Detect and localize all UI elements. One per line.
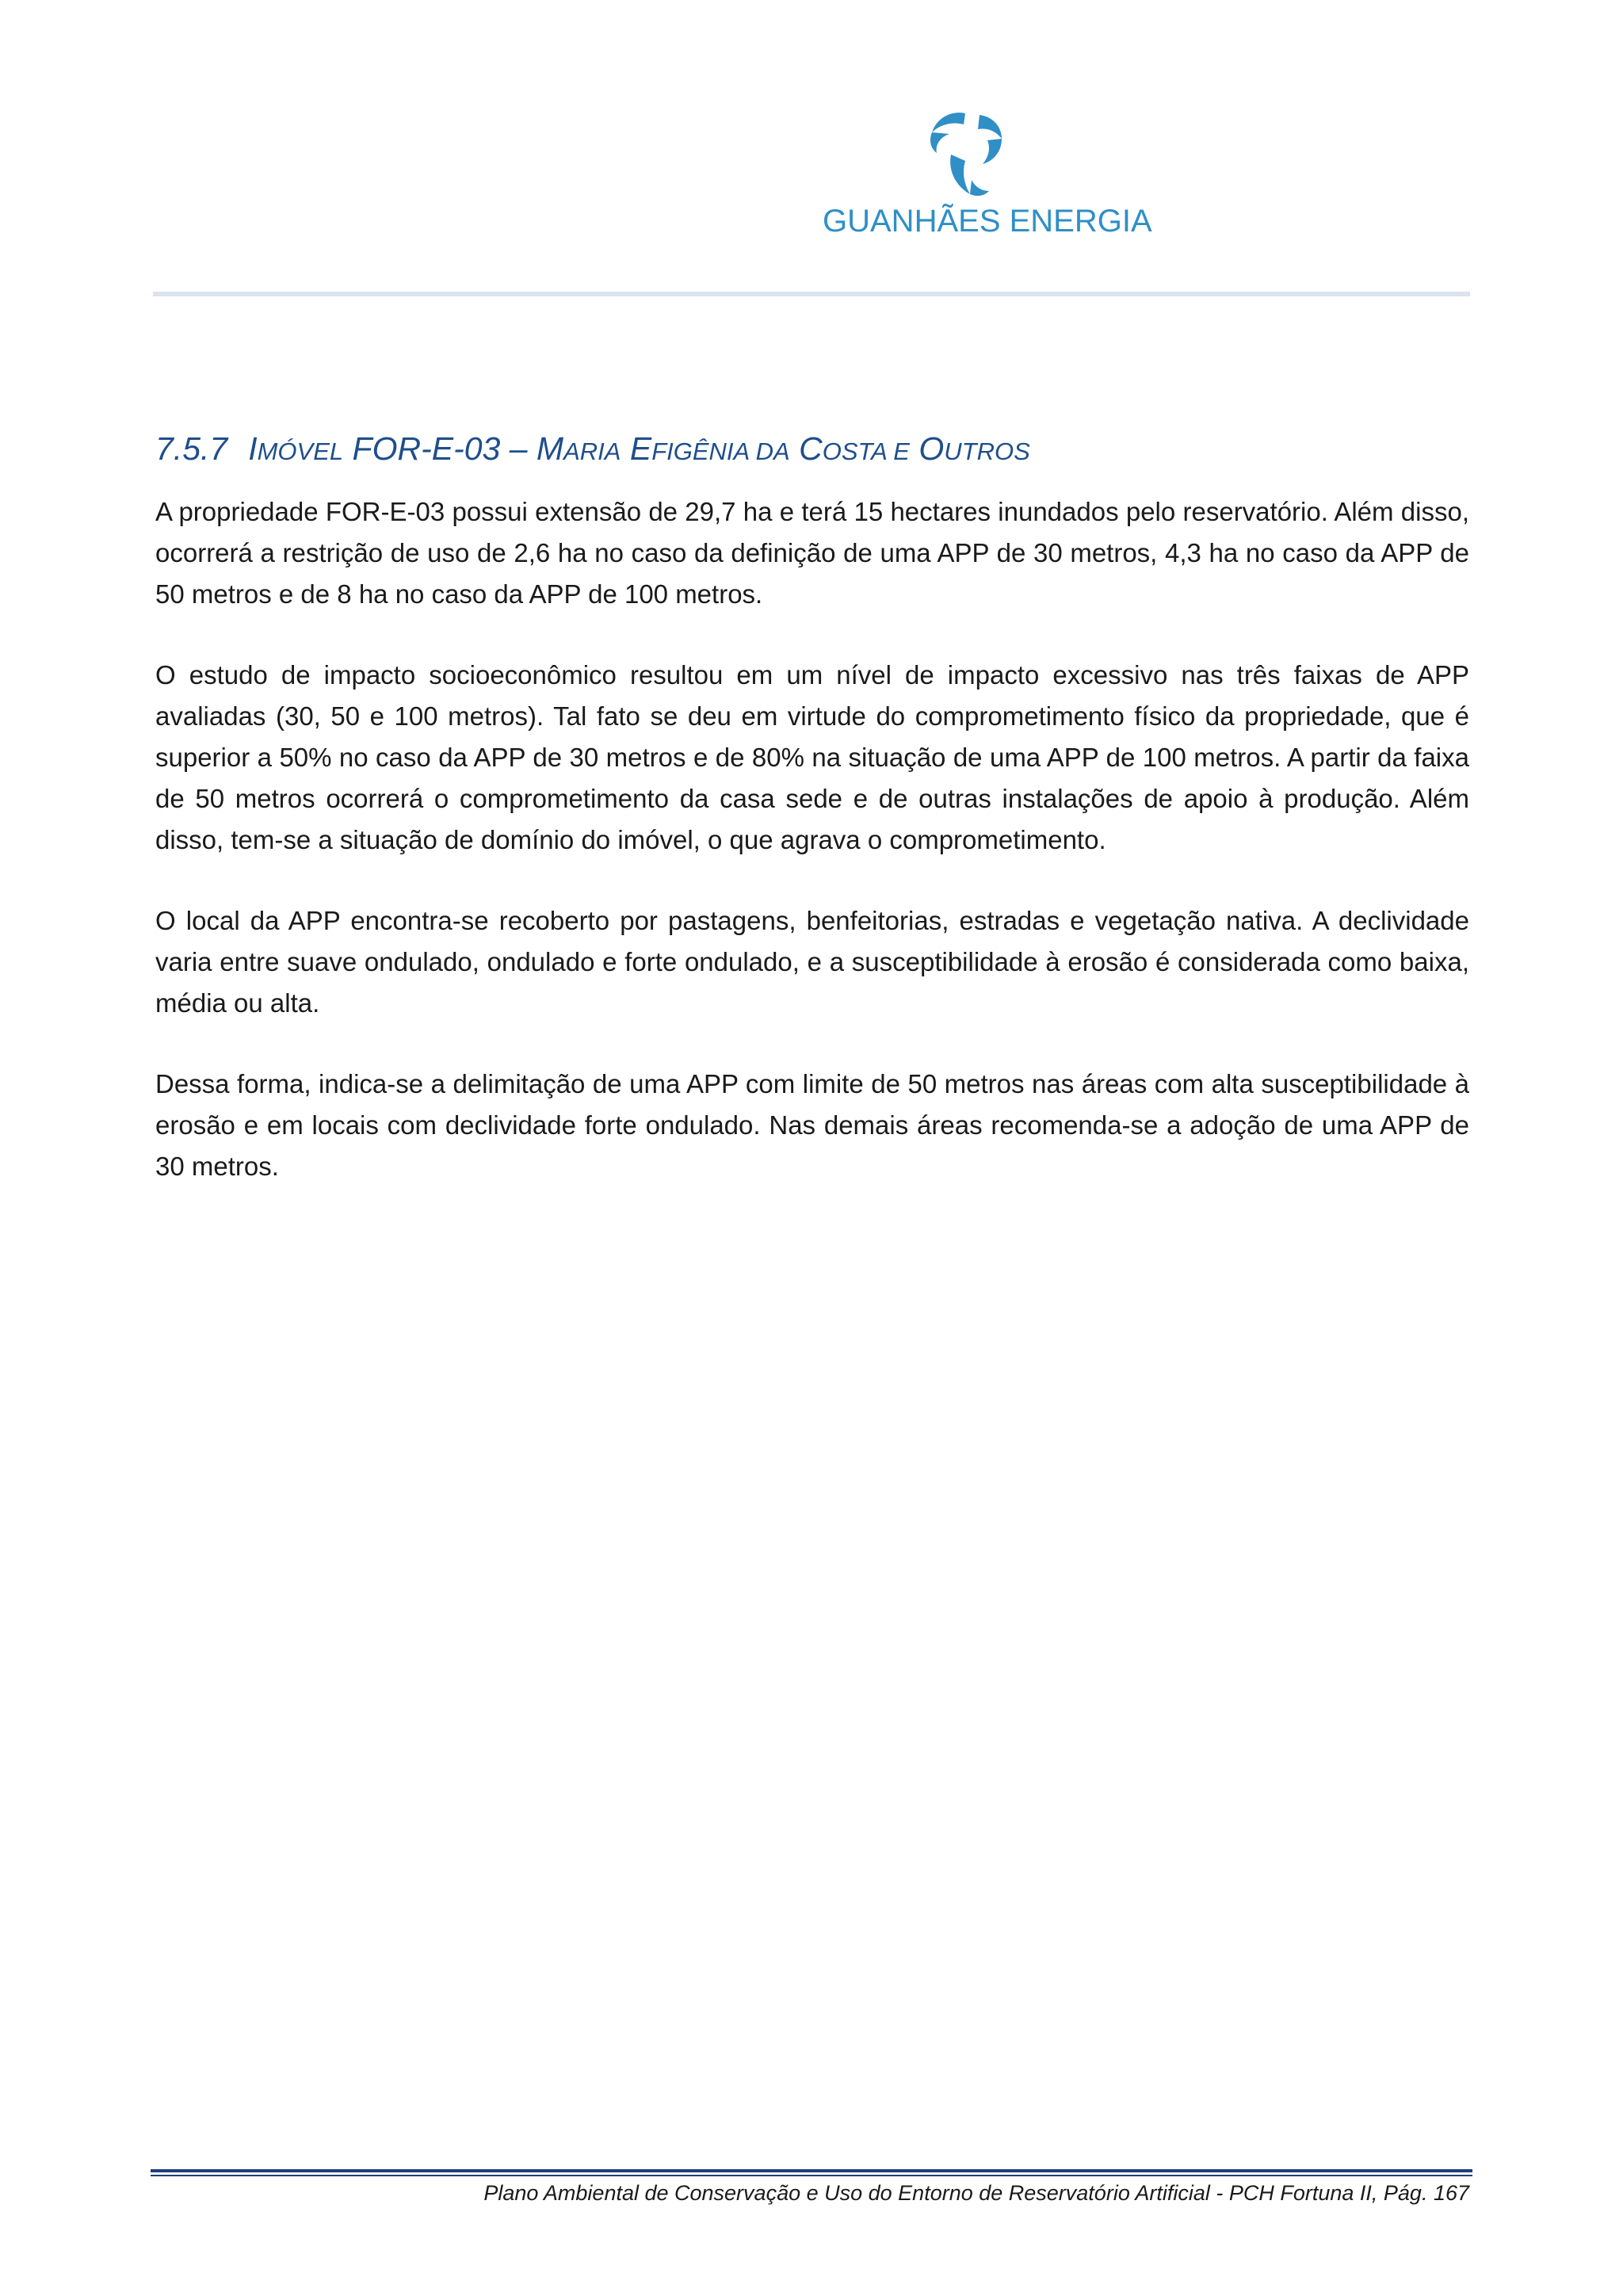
paragraph-1: A propriedade FOR-E-03 possui extensão de 29,7 ha e terá 15 hectares inundados pelo reservatório. Além disso, ocorrerá a restrição de uso de 2,6 ha no caso da definição de uma APP de 30 metros, 4,3 ha no caso da APP de 50 metros e de 8 ha no caso da APP de 100 metros.: [155, 497, 1469, 609]
header-divider: [153, 292, 1470, 296]
section-title-part: ARIA: [563, 437, 621, 465]
paragraph-4: Dessa forma, indica-se a delimitação de uma APP com limite de 50 metros nas áreas com alta susceptibilidade à erosão e em locais com declividade forte ondulado. Nas demais áreas recomenda-se a adoção de uma APP de 30 metros.: [155, 1069, 1469, 1181]
section-title-part: OSTA E: [822, 437, 910, 465]
section-heading: [155, 430, 1030, 468]
guanhaes-logo-icon: [919, 107, 1022, 202]
section-title-part: FIGÊNIA DA: [651, 437, 790, 465]
section-title-part: FOR-E-03 – M: [343, 430, 564, 467]
footer-divider: [151, 2169, 1472, 2172]
company-logo: [816, 107, 1152, 246]
logo-text: GUANHÃES ENERGIA: [823, 204, 1152, 239]
paragraph-3: O local da APP encontra-se recoberto por pastagens, benfeitorias, estradas e vegetação nativa. A declividade varia entre suave ondulado, ondulado e forte ondulado, e a susceptibilidade à erosão é considerada como baixa, média ou alta.: [155, 906, 1469, 1018]
section-title-part: MÓVEL: [257, 437, 344, 465]
footer-divider-thin: [151, 2175, 1472, 2176]
page-footer: Plano Ambiental de Conservação e Uso do Entorno de Reservatório Artificial - PCH Fortuna II, Pág. 167: [483, 2181, 1469, 2205]
section-title: [248, 430, 1030, 467]
paragraph-2: O estudo de impacto socioeconômico resultou em um nível de impacto excessivo nas três faixas de APP avaliadas (30, 50 e 100 metros). Tal fato se deu em virtude do comprometimento físico da propriedade, que é superior a 50% no caso da APP de 30 metros e de 80% na situação de uma APP de 100 metros. A partir da faixa de 50 metros ocorrerá o comprometimento da casa sede e de outras instalações de apoio à produção. Além disso, tem-se a situação de domínio do imóvel, o que agrava o comprometimento.: [155, 660, 1469, 854]
section-number: 7.5.7: [155, 430, 228, 467]
section-title-part: C: [789, 430, 823, 467]
section-title-part: O: [909, 430, 945, 467]
section-title-part: I: [248, 430, 258, 467]
section-title-part: UTROS: [944, 437, 1030, 465]
section-title-part: E: [621, 430, 652, 467]
